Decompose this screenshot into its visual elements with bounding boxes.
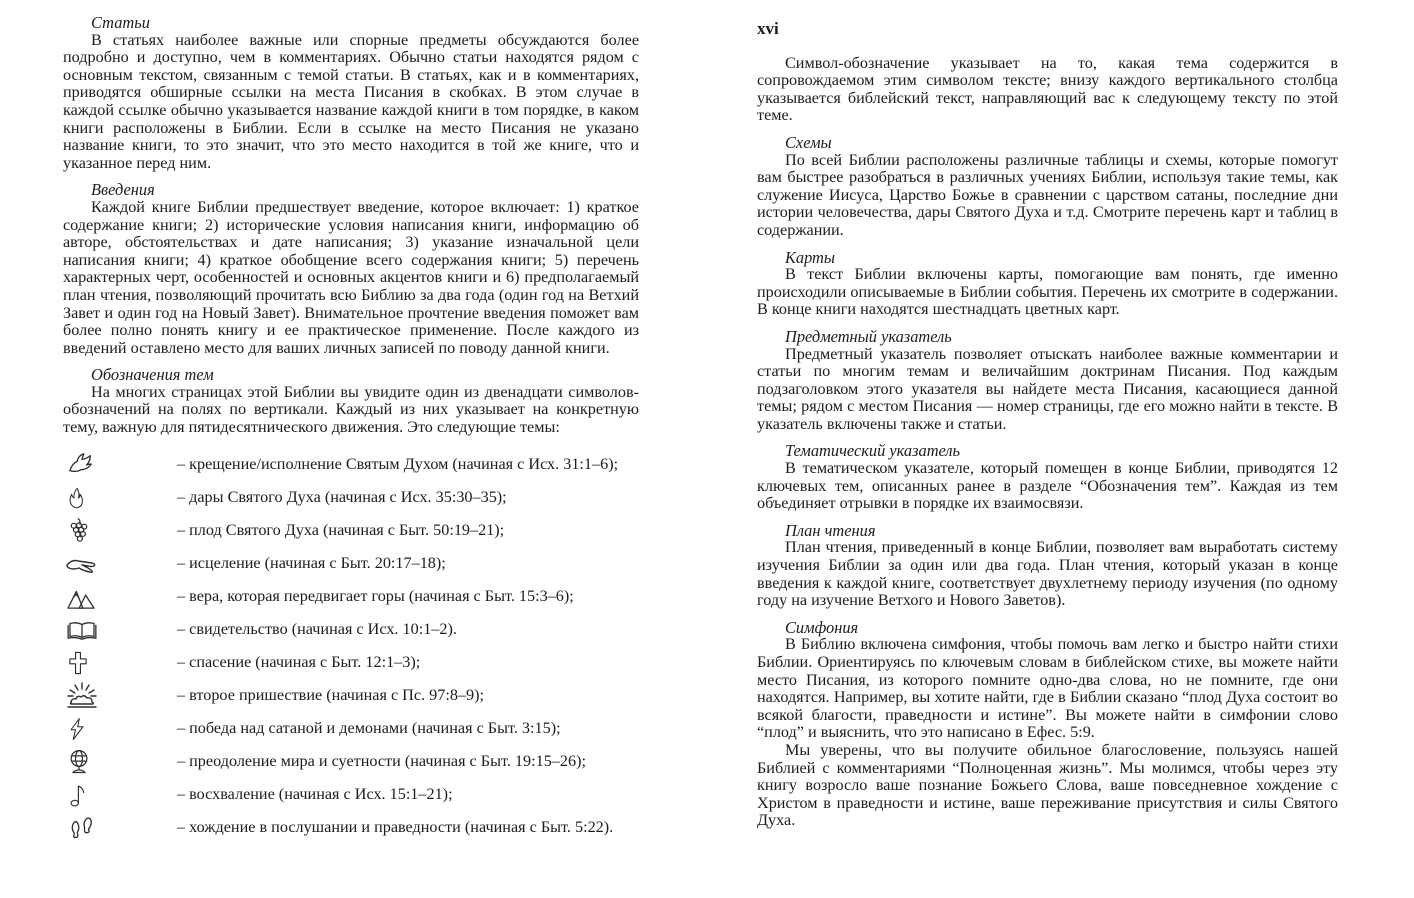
section-paragraph-thematic-index: В тематическом указателе, который помещен в конце Библии, приводятся 12 ключевых тем, описанных ранее в разделе “Обозначения тем”. Каждая из тем объединяет отрывки в порядке их взаимосвязи. — [757, 459, 1338, 513]
symbol-label: – плод Святого Духа (начиная с Быт. 50:19–21); — [177, 521, 505, 540]
section-paragraph-theme-markings: На многих страницах этой Библии вы увидите один из двенадцати символов-обозначений на полях по вертикали. Каждый из них указывает на конкретную тему, важную для пятидесятнического движения. Это следующие темы: — [63, 382, 639, 437]
section-heading-charts: Схемы — [785, 132, 832, 152]
flame-icon — [63, 484, 177, 512]
symbol-row-second-coming — [63, 680, 639, 713]
page-number: xvi — [757, 19, 779, 38]
section-paragraph-articles: В статьях наиболее важные или спорные предметы обсуждаются более подробно и доступно, чем в комментариях. Обычно статьи находятся рядом с основным текстом, связанным с темой статьи. В статьях, как и в комментариях, приводятся обширные ссылки на места Писания в скобках. В этом случае в каждой ссылке обычно указывается название каждой книги в том порядке, в каком книги расположены в Библии. Если в ссылке на место Писания не указано название книги, то это значит, что это место находится в той же книге, что и указанное перед ним. — [63, 30, 639, 172]
symbol-row-praise — [63, 779, 639, 812]
symbol-label: – вера, которая передвигает горы (начиная с Быт. 15:3–6); — [177, 587, 574, 606]
section-heading-concordance: Симфония — [785, 617, 859, 637]
globe-icon — [63, 747, 177, 777]
symbol-row-witness — [63, 614, 639, 647]
symbol-row-healing — [63, 548, 639, 581]
symbol-label: – спасение (начиная с Быт. 12:1–3); — [177, 653, 421, 672]
theme-symbols-list — [63, 449, 639, 845]
symbol-row-walking — [63, 812, 639, 845]
section-heading-articles: Статьи — [91, 13, 150, 32]
symbol-label: – второе пришествие (начиная с Пс. 97:8–9); — [177, 686, 485, 705]
right-page — [757, 20, 1338, 830]
symbol-label: – восхваление (начиная с Исх. 15:1–21); — [177, 785, 453, 804]
grapes-icon — [63, 517, 177, 545]
symbol-label: – крещение/исполнение Святым Духом (начиная с Исх. 31:1–6); — [177, 455, 619, 474]
footprints-icon — [63, 814, 177, 842]
symbol-label: – хождение в послушании и праведности (начиная с Быт. 5:22). — [177, 818, 614, 837]
symbol-row-salvation — [63, 647, 639, 680]
symbol-row-victory — [63, 713, 639, 746]
symbol-row-baptism — [63, 449, 639, 482]
section-paragraph-concordance-1: В Библию включена симфония, чтобы помочь вам легко и быстро найти стихи Библии. Ориентируясь по ключевым словам в библейском стихе, вы можете найти место Писания, из которого помните одно-два слова, но не помните, где они находятся. Например, вы хотите найти, где в Библии сказано “плод Духа состоит во всякой благости, праведности и истине”. Вы можете найти в симфонии слово “плод” и выяснить, что это написано в Ефес. 5:9. — [757, 635, 1338, 742]
section-heading-subject-index: Предметный указатель — [785, 326, 952, 346]
section-paragraph-reading-plan: План чтения, приведенный в конце Библии, позволяет вам выработать систему изучения Библии за один или два года. План чтения, который указан в конце введения к каждой книге, соответствует двухлетнему периоду изучения (по одному году на изучение Ветхого и Нового Заветов). — [757, 538, 1338, 610]
symbol-row-fruit — [63, 515, 639, 548]
symbol-row-faith — [63, 581, 639, 614]
symbol-row-gifts — [63, 482, 639, 515]
symbol-label: – преодоление мира и суетности (начиная с Быт. 19:15–26); — [177, 752, 586, 771]
symbol-label: – дары Святого Духа (начиная с Исх. 35:30–35); — [177, 488, 507, 507]
symbol-label: – исцеление (начиная с Быт. 20:17–18); — [177, 554, 446, 573]
left-page — [63, 14, 639, 845]
dove-icon — [63, 451, 177, 479]
section-heading-thematic-index: Тематический указатель — [785, 441, 961, 461]
section-heading-introductions: Введения — [91, 180, 155, 200]
symbol-intro-paragraph: Символ-обозначение указывает на то, какая тема содержится в сопровождаемом этим символом тексте; внизу каждого вертикального столбца указывается библейский текст, направляющий вас к следующему тексту по этой теме. — [757, 53, 1338, 125]
section-heading-theme-markings: Обозначения тем — [91, 365, 214, 385]
music-note-icon — [63, 781, 177, 809]
section-paragraph-concordance-2: Мы уверены, что вы получите обильное благословение, пользуясь нашей Библией с комментариями “Полноценная жизнь”. Мы молимся, чтобы через эту книгу возросло ваше познание Божьего Слова, ваше повседневное хождение с Христом в праведности и истине, ваше переживание присутствия и силы Святого Духа. — [757, 740, 1338, 830]
section-paragraph-subject-index: Предметный указатель позволяет отыскать наиболее важные комментарии и статьи по многим темам и величайшим доктринам Писания. Под каждым подзаголовком этого указателя вы найдете места Писания, касающиеся данной темы; рядом с местом Писания — номер страницы, где его можно найти в тексте. В указатель включены также и статьи. — [757, 344, 1338, 433]
section-heading-maps: Карты — [785, 247, 835, 267]
lightning-icon — [63, 714, 177, 744]
section-heading-reading-plan: План чтения — [785, 520, 876, 540]
mountains-icon — [63, 584, 177, 610]
cross-icon — [63, 648, 177, 678]
symbol-row-overcoming-world — [63, 746, 639, 779]
symbol-label: – победа над сатаной и демонами (начиная с Быт. 3:15); — [177, 719, 561, 738]
section-paragraph-introductions: Каждой книге Библии предшествует введение, которое включает: 1) краткое содержание книги; 2) исторические условия написания книги, информацию об авторе, обстоятельствах и дате написания; 3) указание изначальной цели написания книги; 4) краткое обобщение всего содержания книги; 5) перечень характерных черт, особенностей и основных акцентов книги и 6) предполагаемый план чтения, позволяющий прочитать всю Библию за два года (один год на Ветхий Завет и один год на Новый Завет). Внимательное прочтение введения поможет вам более полно понять книгу и ее практическое применение. После каждого из введений оставлено место для ваших личных записей по поводу данной книги. — [63, 197, 639, 357]
healing-hand-icon — [63, 552, 177, 576]
section-paragraph-maps: В текст Библии включены карты, помогающие вам понять, где именно происходили описываемые в Библии события. Перечень их смотрите в содержании. В конце книги находятся шестнадцать цветных карт. — [757, 265, 1338, 319]
section-paragraph-charts: По всей Библии расположены различные таблицы и схемы, которые помогут вам быстрее разобраться в различных учениях Библии, используя такие темы, как служение Иисуса, Царство Божье в сравнении с царством сатаны, последние дни истории человечества, дары Святого Духа и т.д. Смотрите перечень карт и таблиц в содержании. — [757, 150, 1338, 239]
sunrise-icon — [63, 682, 177, 710]
open-book-icon — [63, 618, 177, 642]
symbol-label: – свидетельство (начиная с Исх. 10:1–2). — [177, 620, 457, 639]
